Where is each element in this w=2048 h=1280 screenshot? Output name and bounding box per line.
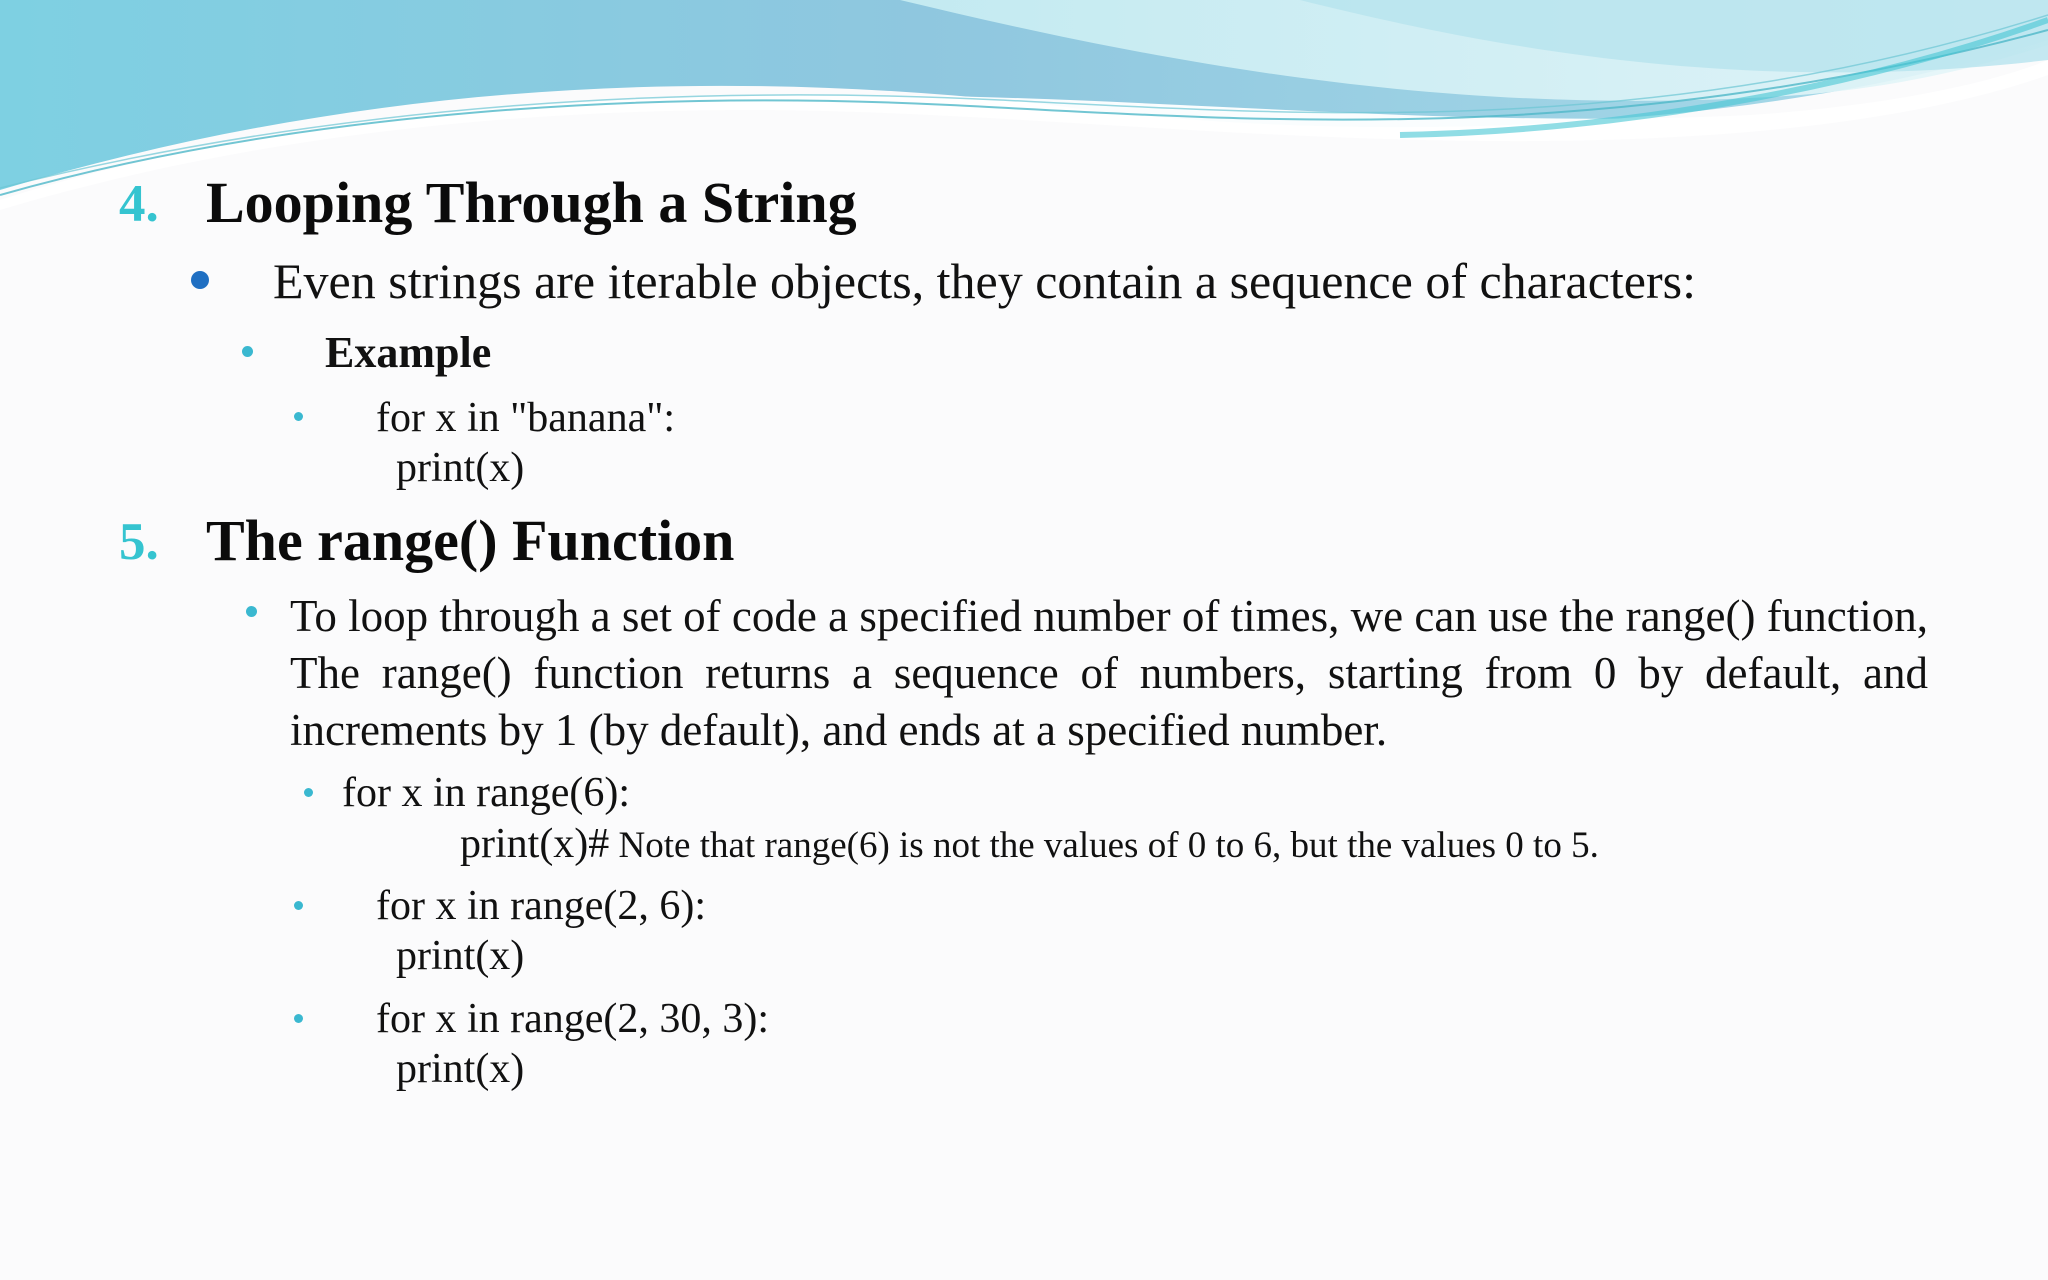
code-line: print(x) [396,1046,525,1092]
code-line: for x in range(6): [342,770,631,816]
code-with-comment [460,823,1599,865]
code-snippet: print(x)# [460,821,610,867]
bullet-dot [294,412,303,421]
code-line: for x in "banana": [376,395,676,441]
bullet-dot [246,606,257,617]
code-comment: Note that range(6) is not the values of 0 to 6, but the values 0 to 5. [609,825,1599,866]
code-line: print(x) [396,445,525,491]
bullet-dot [294,901,303,910]
code-line: for x in range(2, 6): [376,883,707,929]
bullet-dot [242,346,253,357]
section-5-number: 5. [119,513,159,571]
bullet-dot [294,1014,303,1023]
code-line: print(x) [396,933,525,979]
section-4-number: 4. [119,175,159,233]
code-line: for x in range(2, 30, 3): [376,996,770,1042]
section-4-title: Looping Through a String [206,170,857,235]
section-4-bullet-text: Even strings are iterable objects, they contain a sequence of characters: [273,253,1696,309]
example-label: Example [325,328,492,377]
section-5-title: The range() Function [206,508,735,573]
bullet-dot [191,271,209,289]
section-5-paragraph: To loop through a set of code a specified number of times, we can use the range() function, The range() function returns a sequence of numbers, starting from 0 by default, and increments by 1 (by default), and ends at a specified number. [290,591,1928,755]
bullet-dot [304,788,313,797]
